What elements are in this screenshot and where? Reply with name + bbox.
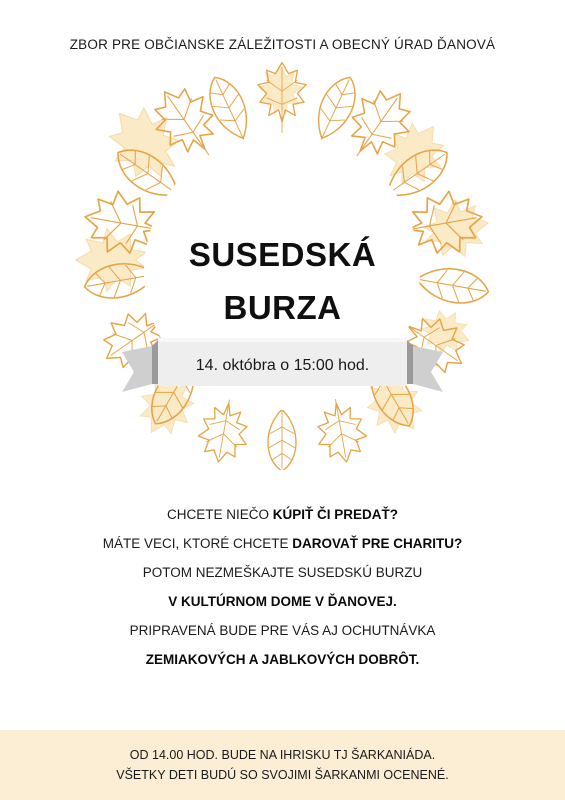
invitation-text (0, 503, 565, 677)
organizer-heading: ZBOR PRE OBČIANSKE ZÁLEŽITOSTI A OBECNÝ ÚRAD ĎANOVÁ (69, 37, 496, 52)
body-line-3: POTOM NEZMEŠKAJTE SUSEDSKÚ BURZU (142, 565, 423, 580)
footer-line-1: OD 14.00 HOD. BUDE NA IHRISKU TJ ŠARKANIÁDA. (129, 748, 436, 762)
body-line-1-text: CHCETE NIEČO (166, 507, 273, 522)
body-line-1 (0, 503, 565, 532)
footer-line-2: VŠETKY DETI BUDÚ SO SVOJIMI ŠARKANMI OCENENÉ. (116, 768, 449, 782)
body-line-4 (0, 590, 565, 619)
body-line-6 (0, 648, 565, 677)
body-line-2-emphasis: DAROVAŤ PRE CHARITU? (292, 536, 463, 551)
body-line-6-emphasis: ZEMIAKOVÝCH A JABLKOVÝCH DOBRÔT. (145, 652, 420, 667)
body-line-5: PRIPRAVENÁ BUDE PRE VÁS AJ OCHUTNÁVKA (129, 623, 436, 638)
body-line-4-emphasis: V KULTÚRNOM DOME V ĎANOVEJ. (168, 594, 397, 609)
event-date-time: 14. októbra o 15:00 hod. (195, 357, 370, 374)
event-title-line1: SUSEDSKÁ (188, 236, 377, 273)
event-title-line2: BURZA (223, 289, 342, 326)
footer-band (0, 730, 565, 800)
body-line-2-text: MÁTE VECI, KTORÉ CHCETE (102, 536, 293, 551)
body-line-2 (0, 532, 565, 561)
body-line-1-emphasis: KÚPIŤ ČI PREDAŤ? (272, 507, 399, 522)
